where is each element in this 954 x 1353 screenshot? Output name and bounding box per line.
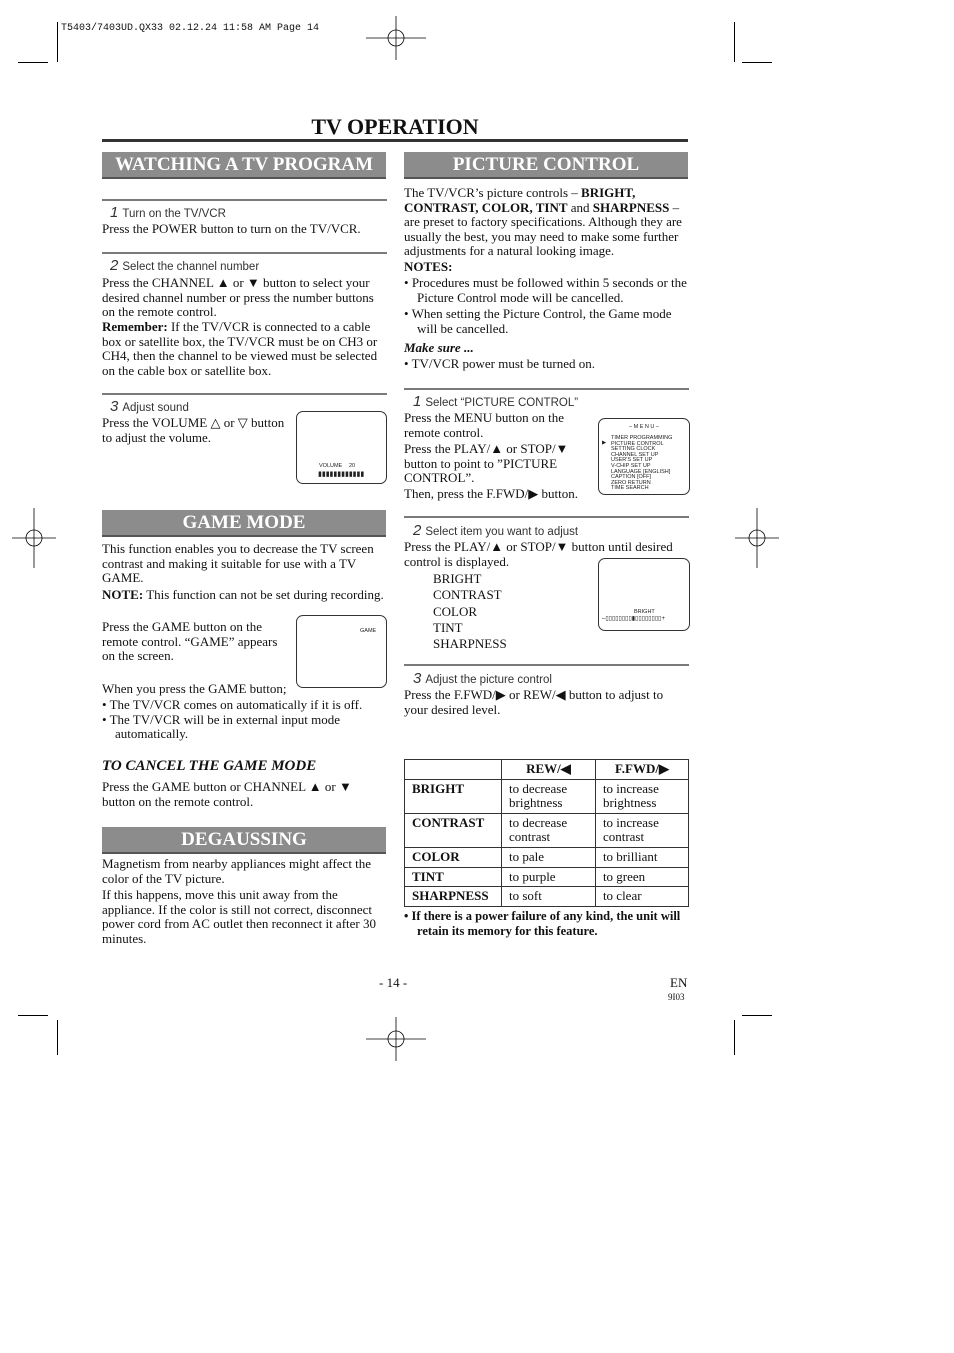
crop-mark: [57, 22, 58, 62]
adjust-items-list: [433, 571, 507, 652]
table-cell: to increase brightness: [595, 779, 688, 813]
menu-item: SETTING CLOCK: [611, 446, 656, 453]
crop-mark: [734, 1020, 735, 1055]
step-title: Select “PICTURE CONTROL”: [425, 397, 579, 409]
intro-controls: SHARPNESS: [592, 199, 670, 215]
table-row: [405, 867, 689, 887]
game-intro: This function enables you to decrease the TV screen contrast and making it suitable for use with a TV GAME.: [102, 541, 374, 586]
menu-title: – M E N U –: [629, 424, 659, 430]
table-cell: to clear: [595, 887, 688, 907]
document-code: 9I03: [668, 992, 685, 1002]
note-text: When setting the Picture Control, the Game mode will be cancelled.: [411, 306, 672, 336]
registration-mark-icon: [4, 508, 64, 568]
step-title: Adjust the picture control: [425, 674, 552, 686]
picture-step3-text: Press the F.FWD/▶ or REW/◀ button to adjust to your desired level.: [404, 687, 664, 717]
cancel-game-heading: TO CANCEL THE GAME MODE: [102, 758, 317, 774]
list-item: • If there is a power failure of any kind, the unit will retain its memory for this feature.: [404, 909, 681, 938]
table-cell: COLOR: [405, 847, 502, 867]
game-when-text: When you press the GAME button;: [102, 681, 287, 696]
adjust-item: BRIGHT: [433, 571, 482, 586]
crop-mark: [742, 1015, 772, 1016]
picture-step2-text: Press the PLAY/▲ or STOP/▼ button until desired control is displayed.: [404, 539, 673, 569]
game-screen-label: GAME: [360, 628, 377, 634]
picture-step1-text-a: Press the MENU button on the remote control.: [404, 410, 564, 440]
make-sure-list: [404, 357, 689, 372]
menu-screen: [598, 418, 690, 495]
watching-step3-heading: [110, 398, 189, 415]
step-title: Select item you want to adjust: [425, 526, 579, 538]
step-title: Turn on the TV/VCR: [122, 208, 226, 220]
volume-bar: ▮▮▮▮▮▮▮▮▮▮▮▮: [318, 471, 365, 478]
make-sure-label: Make sure ...: [404, 340, 474, 355]
registration-mark-icon: [366, 1009, 426, 1069]
menu-item: TIME SEARCH: [611, 485, 649, 492]
step-number: 3: [110, 398, 119, 415]
degaussing-para1: Magnetism from nearby appliances might affect the color of the TV picture.: [102, 856, 372, 886]
intro-controls: BRIGHT, CONTRAST, COLOR, TINT: [404, 185, 636, 215]
step-number: 3: [413, 670, 422, 687]
language-code: EN: [670, 975, 688, 990]
menu-item: CAPTION [OFF]: [611, 474, 652, 481]
table-row: [405, 779, 689, 813]
note-text: Procedures must be followed within 5 seconds or the Picture Control mode will be cancelled.: [411, 275, 687, 305]
table-row: [405, 887, 689, 907]
watching-step2-heading: [110, 257, 259, 274]
volume-screen: [296, 411, 387, 484]
adjust-item: CONTRAST: [433, 587, 502, 603]
step-rule: [102, 199, 387, 201]
table-cell: to increase contrast: [595, 813, 688, 847]
watching-step1-heading: [110, 204, 226, 221]
menu-item: CHANNEL SET UP: [611, 451, 659, 458]
game-banner: GAME MODE: [102, 510, 386, 537]
list-item: • When setting the Picture Control, the Game mode will be cancelled.: [404, 306, 672, 336]
page-title: TV OPERATION: [311, 114, 479, 139]
remember-label: Remember:: [102, 319, 168, 334]
notes-label: NOTES:: [404, 259, 453, 274]
power-note-text: If there is a power failure of any kind, the unit will retain its memory for this feature.: [411, 909, 681, 938]
menu-item: ZERO RETURN: [611, 479, 651, 486]
bullet-text: The TV/VCR will be in external input mode automatically.: [109, 711, 341, 742]
table-cell: CONTRAST: [405, 813, 502, 847]
table-header-cell: REW/◀: [502, 760, 596, 780]
power-note: [404, 909, 690, 939]
table-cell: BRIGHT: [405, 779, 502, 813]
table-header-row: [405, 760, 689, 780]
table-cell: to green: [595, 867, 688, 887]
menu-item: LANGUAGE [ENGLISH]: [611, 468, 671, 475]
intro-text: – are preset to factory specifications. Although they are usually the best, you may need to make some further adjustments for a natural looking image.: [404, 199, 682, 259]
bright-screen: [598, 558, 690, 631]
table-cell: to soft: [502, 887, 596, 907]
table-cell: to brilliant: [595, 847, 688, 867]
step-rule: [404, 516, 689, 518]
menu-pointer-icon: ▶: [602, 440, 607, 446]
crop-mark: [57, 1020, 58, 1055]
page-number: - 14 -: [379, 975, 408, 990]
registration-mark-icon: [727, 508, 787, 568]
adjust-item: COLOR: [433, 603, 478, 619]
remember-paragraph: [102, 320, 387, 378]
intro-text: The TV/VCR’s picture controls –: [404, 185, 582, 200]
menu-item: TIMER PROGRAMMING: [611, 435, 673, 441]
step-number: 1: [110, 204, 119, 221]
picture-step1-heading: [413, 393, 578, 410]
picture-intro: [404, 186, 689, 259]
picture-control-table: [404, 759, 689, 907]
menu-item: PICTURE CONTROL: [611, 440, 664, 447]
bright-label: BRIGHT: [634, 609, 655, 615]
picture-step2-heading: [413, 522, 578, 539]
menu-item: USER'S SET UP: [611, 457, 653, 464]
print-header-meta: T5403/7403UD.QX33 02.12.24 11:58 AM Page 14: [61, 23, 320, 34]
crop-mark: [18, 62, 48, 63]
picture-step1-text-b: Press the PLAY/▲ or STOP/▼ button to point to ”PICTURE CONTROL”.: [404, 441, 569, 486]
table-cell: to pale: [502, 847, 596, 867]
bright-bar: –▯▯▯▯▯▯▯▯▮▯▯▯▯▯▯▯▯+: [602, 616, 665, 622]
table-row: [405, 813, 689, 847]
step-rule: [102, 252, 387, 254]
remember-text: If the TV/VCR is connected to a cable box or satellite box, the TV/VCR must be on CH3 or CH4, then the channel to be viewed must be selected on the cable box or satellite box.: [102, 319, 378, 378]
crop-mark: [734, 22, 735, 62]
volume-label: VOLUME: [319, 463, 343, 469]
step-number: 2: [413, 522, 422, 539]
menu-list: [611, 436, 672, 492]
table-header-cell: [405, 760, 502, 780]
step-title: Select the channel number: [122, 261, 260, 273]
picture-step3-heading: [413, 670, 552, 687]
volume-value: 20: [349, 463, 356, 469]
game-press-text: Press the GAME button on the remote control. “GAME” appears on the screen.: [102, 619, 278, 664]
watching-step3-text: Press the VOLUME △ or ▽ button to adjust the volume.: [102, 415, 285, 445]
notes-list: [404, 276, 689, 336]
step-title: Adjust sound: [122, 402, 189, 414]
table-cell: SHARPNESS: [405, 887, 502, 907]
game-note: [102, 588, 392, 603]
adjust-item: TINT: [433, 619, 463, 635]
registration-mark-icon: [366, 8, 426, 68]
table-cell: TINT: [405, 867, 502, 887]
step-rule: [102, 393, 387, 395]
table-header-cell: F.FWD/▶: [595, 760, 688, 780]
watching-step1-text: Press the POWER button to turn on the TV/VCR.: [102, 221, 361, 236]
list-item: • Procedures must be followed within 5 seconds or the Picture Control mode will be cancelled.: [404, 275, 687, 305]
bullet-text: The TV/VCR comes on automatically if it is off.: [109, 697, 363, 712]
picture-step1-text-c: Then, press the F.FWD/▶ button.: [404, 486, 578, 501]
picture-banner: PICTURE CONTROL: [404, 152, 688, 179]
step-number: 2: [110, 257, 119, 274]
step-rule: [404, 388, 689, 390]
crop-mark: [742, 62, 772, 63]
table-row: [405, 847, 689, 867]
menu-item: V-CHIP SET UP: [611, 462, 651, 469]
intro-text: and: [567, 199, 593, 215]
list-item: • The TV/VCR comes on automatically if it is off.: [102, 697, 363, 712]
table-cell: to decrease brightness: [502, 779, 596, 813]
title-rule: [102, 139, 688, 142]
game-note-label: NOTE:: [102, 587, 144, 602]
step-rule: [404, 664, 689, 666]
watching-step2-text: Press the CHANNEL ▲ or ▼ button to select your desired channel number or press the number buttons on the remote control.: [102, 275, 374, 320]
game-bullets: [102, 698, 387, 742]
make-sure-text: TV/VCR power must be turned on.: [411, 356, 595, 371]
adjust-item: SHARPNESS: [433, 636, 507, 652]
watching-banner: WATCHING A TV PROGRAM: [102, 152, 386, 179]
list-item: • The TV/VCR will be in external input mode automatically.: [102, 711, 341, 742]
table-cell: to decrease contrast: [502, 813, 596, 847]
game-note-text: This function can not be set during recording.: [146, 587, 384, 602]
game-screen: [296, 615, 387, 688]
crop-mark: [18, 1015, 48, 1016]
degaussing-para2: If this happens, move this unit away from the appliance. If the color is still not correct, disconnect power cord from AC outlet then reconnect it after 30 minutes.: [102, 887, 376, 946]
step-number: 1: [413, 393, 422, 410]
table-cell: to purple: [502, 867, 596, 887]
list-item: • TV/VCR power must be turned on.: [404, 356, 595, 371]
cancel-game-text: Press the GAME button or CHANNEL ▲ or ▼ button on the remote control.: [102, 779, 352, 809]
degaussing-banner: DEGAUSSING: [102, 827, 386, 854]
